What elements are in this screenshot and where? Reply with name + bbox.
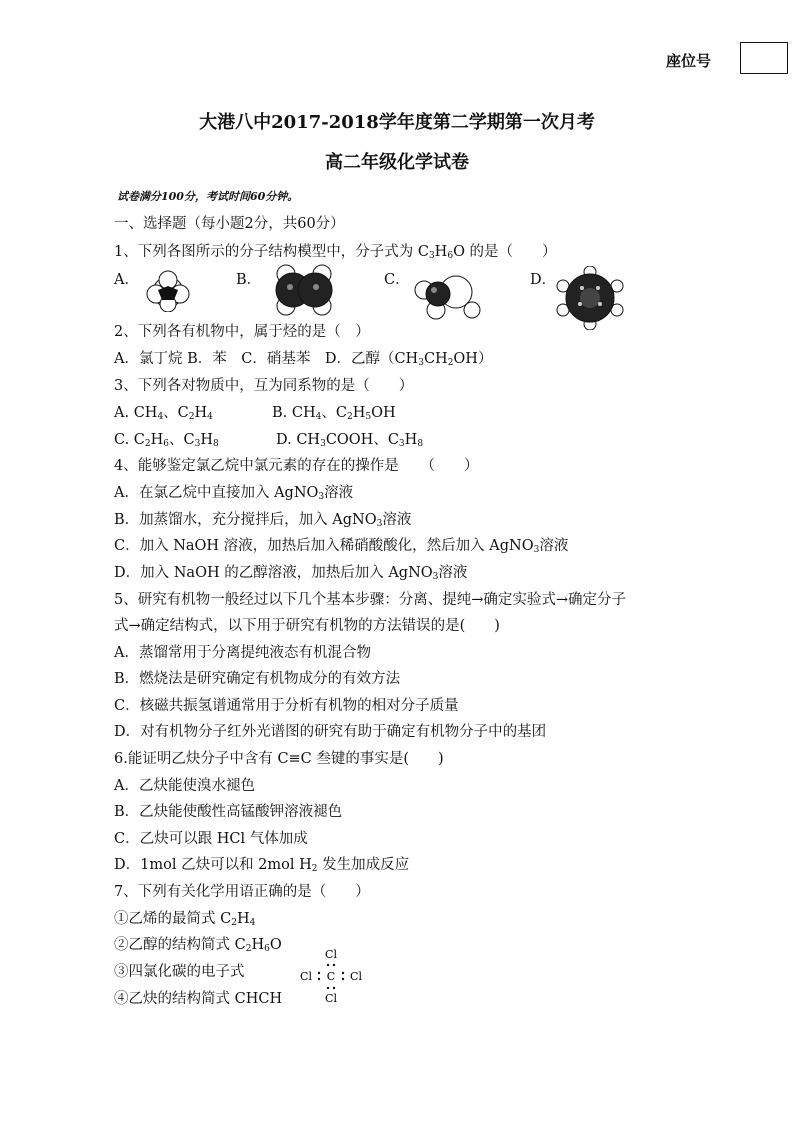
q3-stem: 3、下列各对物质中，互为同系物的是（ ） — [114, 378, 414, 394]
seat-number-label: 座位号 — [666, 52, 712, 70]
q4-option-c: C．加入 NaOH 溶液，加热后加入稀硝酸酸化，然后加入 AgNO$_3$溶液 — [114, 538, 569, 555]
q1-stem: 1、下列各图所示的分子结构模型中，分子式为 $C_3H_6O$ 的是（ ） — [114, 244, 557, 261]
q1-label-b: B． — [236, 272, 262, 288]
q3-option-c: C. $C_2H_6$、$C_3H_8$ — [114, 432, 219, 449]
ccl4-center-c: C — [326, 970, 336, 983]
q1-label-d: D． — [530, 272, 557, 288]
section-heading: 一、选择题（每小题2分，共60分） — [114, 216, 345, 232]
q7-item-2: ②乙醇的结构简式 $C_2H_6O$ — [114, 937, 282, 954]
q4-stem: 4、能够鉴定氯乙烷中氯元素的存在的操作是 （ ） — [114, 458, 479, 474]
ccl4-left-cl: Cl — [300, 970, 312, 983]
q1-label-c: C． — [384, 272, 410, 288]
q4-option-d: D．加入 NaOH 的乙醇溶液，加热后加入 AgNO$_3$溶液 — [114, 565, 468, 582]
q3-option-a: A. $CH_4$、$C_2H_4$ — [114, 405, 213, 422]
molecule-model-a-icon — [140, 268, 196, 312]
q7-item-4: ④乙炔的结构简式 CHCH — [114, 991, 283, 1007]
q5-option-c: C．核磁共振氢谱通常用于分析有机物的相对分子质量 — [114, 698, 459, 714]
q7-item-1: ①乙烯的最简式 $C_2H_4$ — [114, 911, 256, 928]
q5-stem-line1: 5、研究有机物一般经过以下几个基本步骤：分离、提纯→确定实验式→确定分子 — [114, 592, 627, 608]
exam-subtitle: 高二年级化学试卷 — [325, 152, 469, 173]
q6-option-d: D．1mol 乙炔可以和 2mol $H_2$ 发生加成反应 — [114, 857, 410, 874]
q7-stem: 7、下列有关化学用语正确的是（ ） — [114, 884, 370, 900]
q5-option-b: B．燃烧法是研究确定有机物成分的有效方法 — [114, 671, 401, 687]
q5-option-d: D．对有机物分子红外光谱图的研究有助于确定有机物分子中的基团 — [114, 724, 547, 740]
ccl4-right-cl: Cl — [350, 970, 362, 983]
q6-option-c: C．乙炔可以跟 HCl 气体加成 — [114, 831, 308, 847]
q4-option-a: A．在氯乙烷中直接加入 AgNO$_3$溶液 — [114, 485, 354, 502]
q3-option-d: D. $CH_3COOH$、$C_3H_8$ — [276, 432, 424, 449]
ccl4-bottom-cl: Cl — [325, 992, 337, 1005]
q5-stem-line2: 式→确定结构式，以下用于研究有机物的方法错误的是( ) — [114, 618, 500, 634]
q7-item-3: ③四氯化碳的电子式 — [114, 964, 245, 980]
ccl4-electron-formula — [296, 944, 366, 1006]
ccl4-top-cl: Cl — [325, 948, 337, 961]
exam-note: 试卷满分100分，考试时间60分钟。 — [117, 190, 299, 203]
q6-stem: 6.能证明乙炔分子中含有 C≡C 叁键的事实是( ) — [114, 751, 444, 767]
q1-label-a: A． — [114, 272, 139, 288]
q6-option-a: A．乙炔能使溴水褪色 — [114, 778, 255, 794]
molecule-model-b-icon — [268, 262, 340, 318]
q2-options: A．氯丁烷 B．苯 C．硝基苯 D．乙醇$(CH_3CH_2OH)$ — [114, 351, 493, 368]
molecule-model-d-icon — [556, 266, 624, 330]
q6-option-b: B．乙炔能使酸性高锰酸钾溶液褪色 — [114, 804, 343, 820]
q4-option-b: B．加蒸馏水，充分搅拌后，加入 AgNO$_3$溶液 — [114, 512, 412, 529]
q5-option-a: A．蒸馏常用于分离提纯液态有机混合物 — [114, 645, 371, 661]
exam-title: 大港八中2017-2018学年度第二学期第一次月考 — [199, 112, 595, 133]
seat-number-box — [740, 42, 788, 74]
q3-option-b: B. $CH_4$、$C_2H_5OH$ — [272, 405, 396, 422]
molecule-model-c-icon — [410, 270, 482, 322]
q2-stem: 2、下列各有机物中，属于烃的是（ ） — [114, 324, 370, 340]
